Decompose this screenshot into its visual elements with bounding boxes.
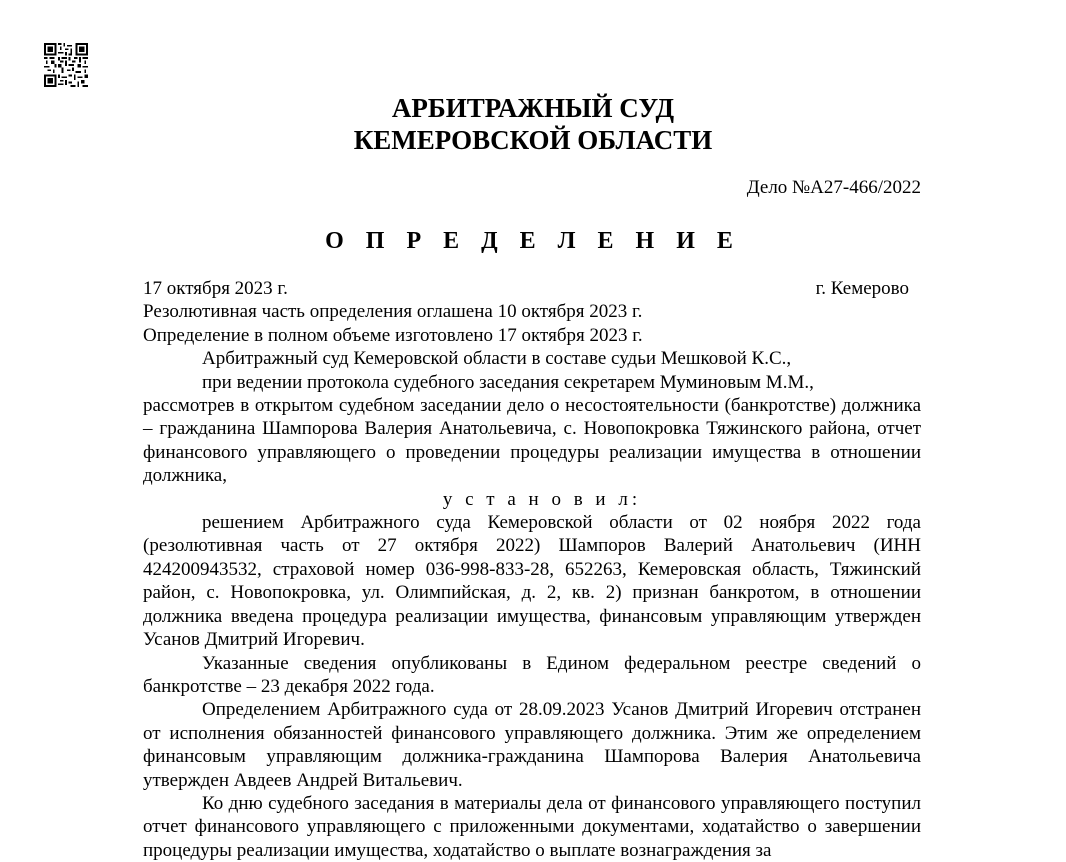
document-body xyxy=(143,277,921,862)
document-city: г. Кемерово xyxy=(815,278,909,299)
court-name-line1: АРБИТРАЖНЫЙ СУД xyxy=(391,93,675,123)
published-paragraph: Указанные сведения опубликованы в Едином федеральном реестре сведений о банкротстве – 23 декабря 2022 года. xyxy=(143,652,921,697)
qr-code-icon xyxy=(44,43,88,87)
report-paragraph: Ко дню судебного заседания в материалы дела от финансового управляющего поступил отчет финансового управляющего с приложенными документами, ходатайство о завершении процедуры реализации имущества, ходатайство о выплате вознаграждения за xyxy=(143,792,921,861)
full-text-date: Определение в полном объеме изготовлено 17 октября 2023 г. xyxy=(143,324,643,346)
removed-paragraph: Определением Арбитражного суда от 28.09.2023 Усанов Дмитрий Игоревич отстранен от исполнения обязанностей финансового управляющего должника. Этим же определением финансовым управляющим должника-гражданина Шампорова Валерия Анатольевича утвержден Авдеев Андрей Витальевич. xyxy=(143,699,921,791)
court-composition: Арбитражный суд Кемеровской области в составе судьи Мешковой К.С., xyxy=(202,348,792,370)
document-date: 17 октября 2023 г. xyxy=(143,278,288,299)
court-name-line2: КЕМЕРОВСКОЙ ОБЛАСТИ xyxy=(353,125,713,155)
decision-paragraph: решением Арбитражного суда Кемеровской области от 02 ноября 2022 года (резолютивная часть от 27 октября 2022) Шампоров Валерий Анатольевич (ИНН 424200943532, страховой номер 036-998-833-28, 652263, Кемеровская область, Тяжинский район, с. Новопокровка, ул. Олимпийская, д. 2, кв. 2) признан банкротом, в отношении должника введена процедура реализации имущества, финансовым управляющим утвержден Усанов Дмитрий Игоревич. xyxy=(143,512,921,651)
considered-paragraph: рассмотрев в открытом судебном заседании дело о несостоятельности (банкротстве) должника – гражданина Шампорова Валерия Анатольевича, с. Новопокровка Тяжинского района, отчет финансового управляющего о проведении процедуры реализации имущества в отношении должника, xyxy=(143,395,921,487)
date-line xyxy=(143,277,921,300)
document-title: О П Р Е Д Е Л Е Н И Е xyxy=(325,228,741,254)
secretary-line: при ведении протокола судебного заседания секретарем Муминовым М.М., xyxy=(202,371,814,393)
established-label: у с т а н о в и л: xyxy=(442,488,642,510)
case-number: Дело №А27-466/2022 xyxy=(746,177,921,198)
resolution-announced: Резолютивная часть определения оглашена 10 октября 2023 г. xyxy=(143,301,643,323)
